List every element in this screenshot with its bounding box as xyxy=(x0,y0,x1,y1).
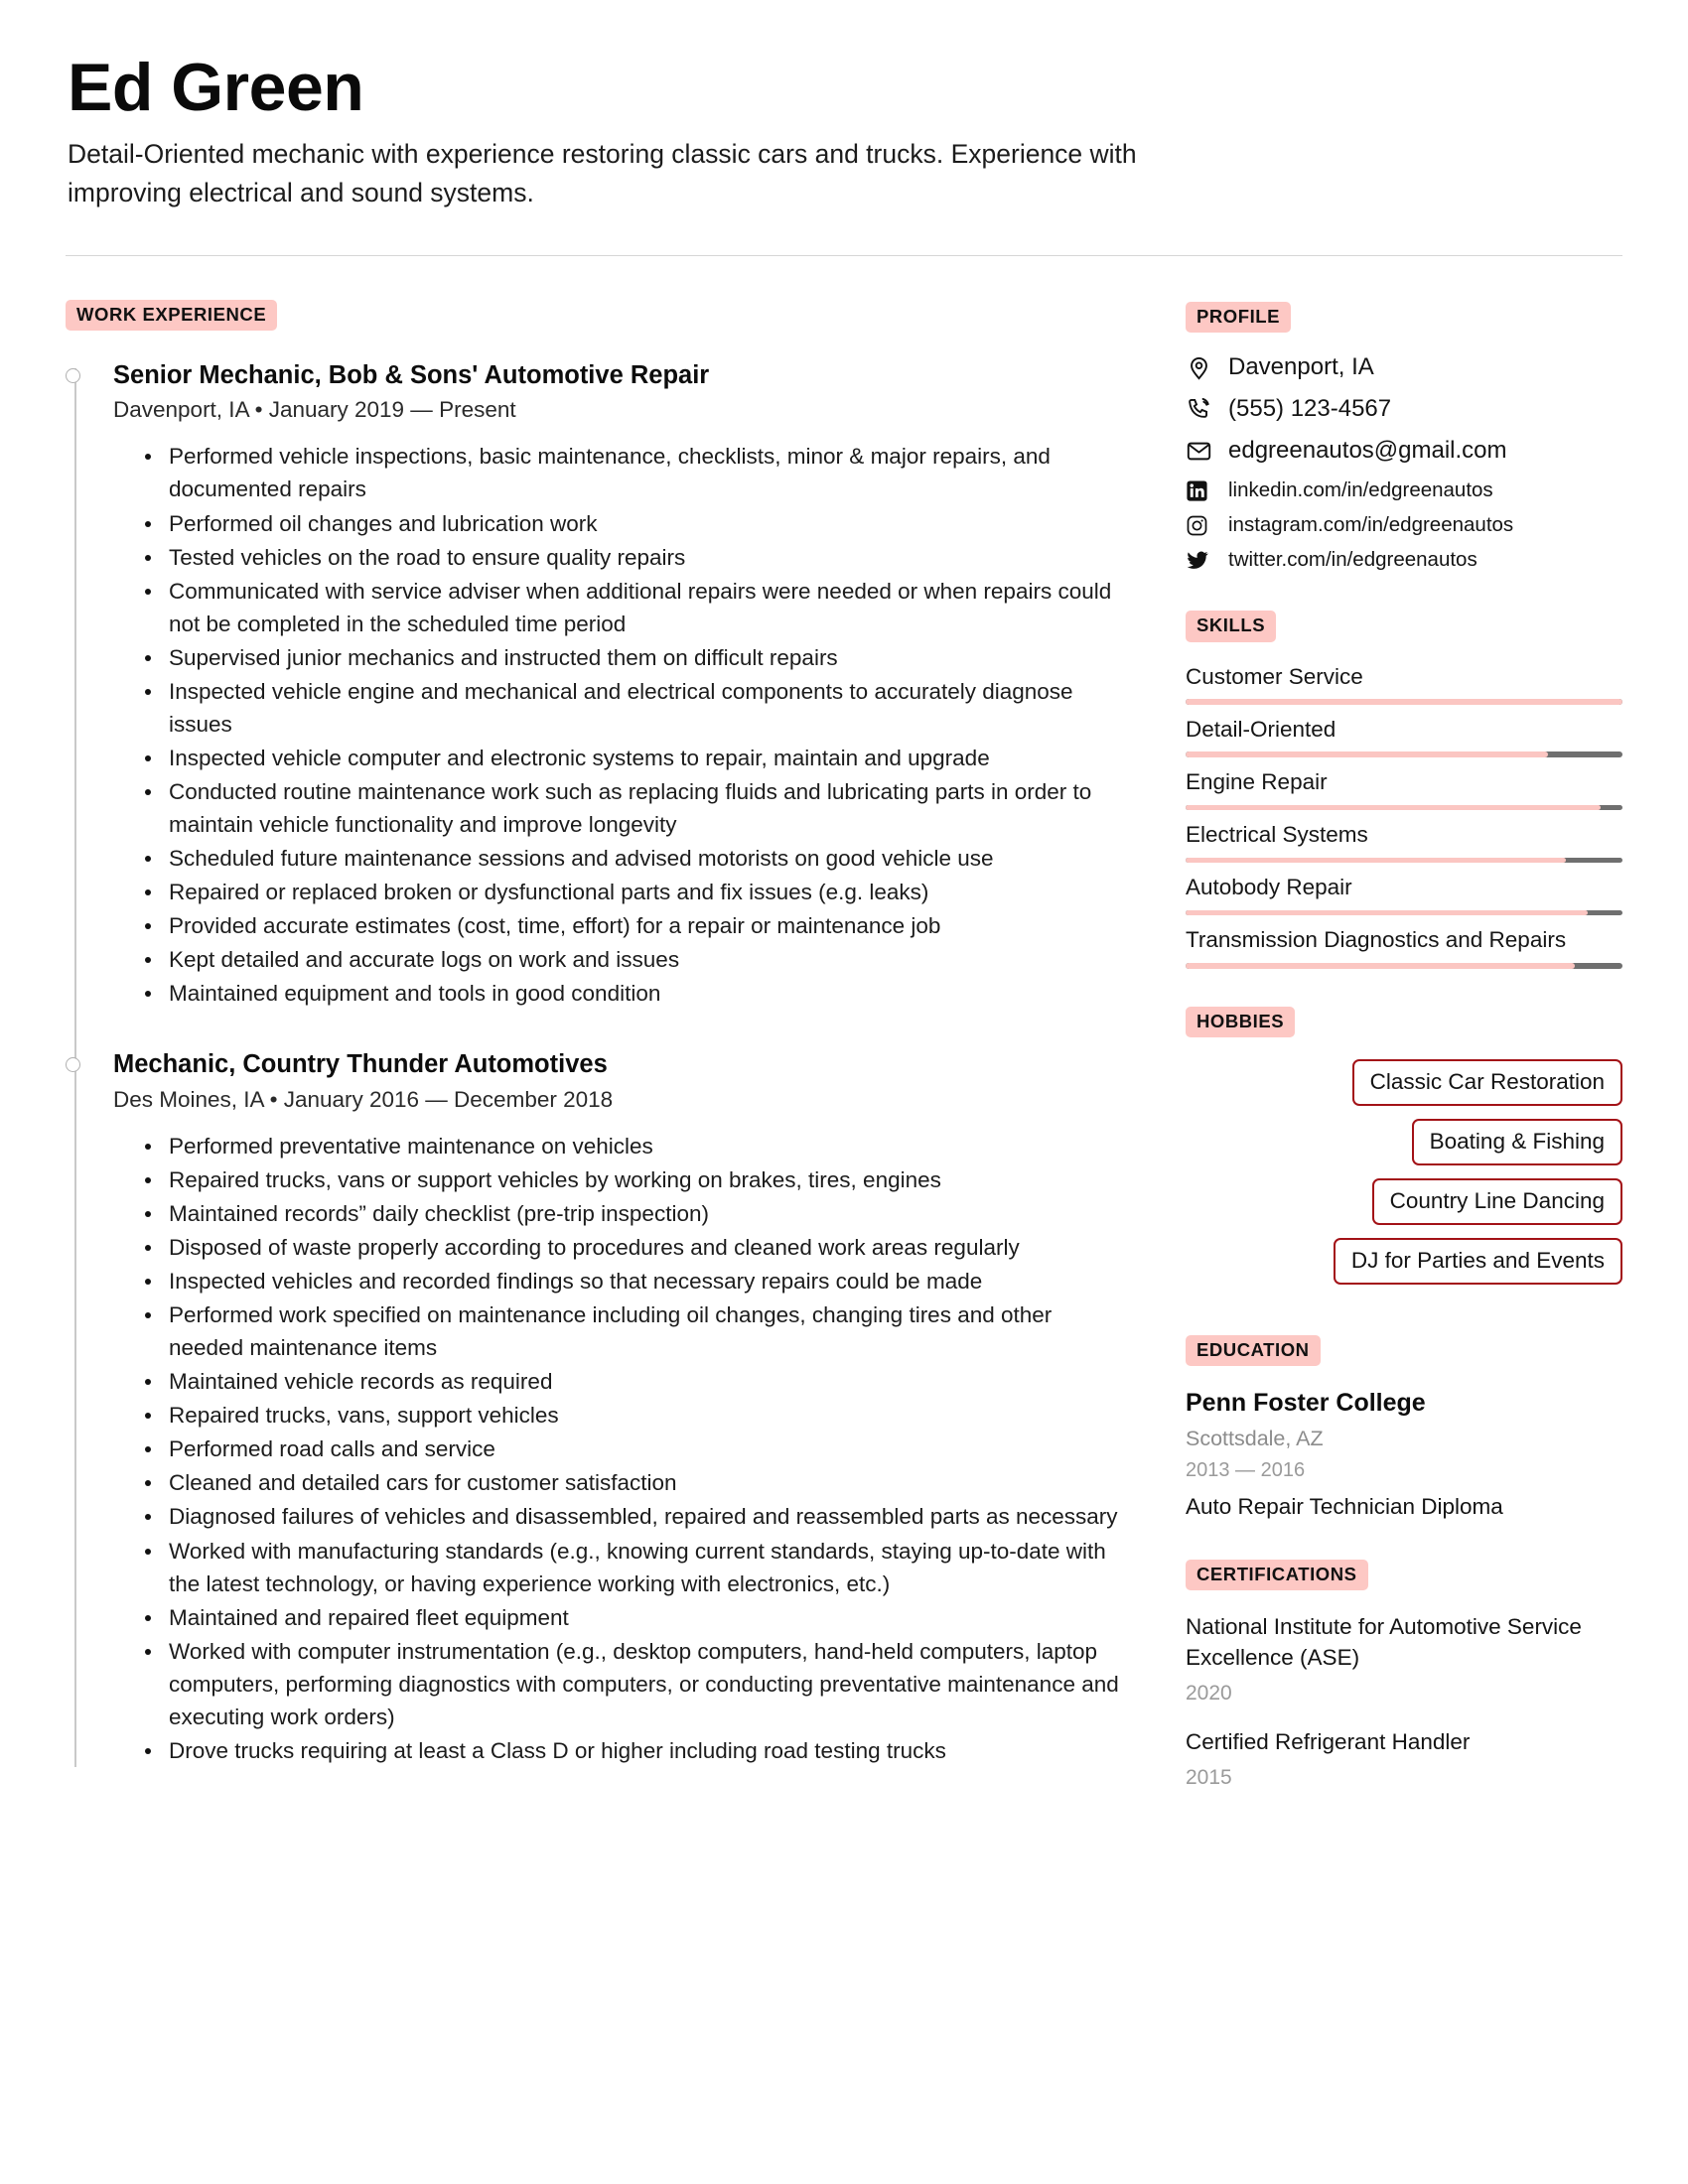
linkedin-icon xyxy=(1186,479,1215,502)
instagram-icon xyxy=(1186,514,1215,537)
hobby-row xyxy=(1186,1238,1622,1297)
sidebar-column xyxy=(1186,300,1622,1790)
skill-item xyxy=(1186,767,1622,810)
certification-name: Certified Refrigerant Handler xyxy=(1186,1728,1471,1754)
job-bullet: Performed oil changes and lubrication work xyxy=(145,507,1128,540)
job-bullet: Tested vehicles on the road to ensure quality repairs xyxy=(145,541,1128,574)
page-title: Ed Green xyxy=(68,50,364,125)
contact-value: linkedin.com/in/edgreenautos xyxy=(1228,478,1493,501)
certification-year: 2015 xyxy=(1186,1765,1232,1789)
section-header-certifications: CERTIFICATIONS xyxy=(1186,1560,1368,1591)
content-columns xyxy=(66,300,1622,1790)
skill-level-fill xyxy=(1186,963,1575,969)
job-bullet-list xyxy=(113,440,1128,1010)
contact-value: (555) 123-4567 xyxy=(1228,394,1392,422)
contact-value: Davenport, IA xyxy=(1228,352,1374,380)
job-title: Senior Mechanic, Bob & Sons' Automotive Repair xyxy=(113,361,710,390)
skill-item xyxy=(1186,715,1622,757)
hobby-row xyxy=(1186,1119,1622,1178)
main-column xyxy=(66,300,1128,1768)
skill-level-bar xyxy=(1186,805,1622,811)
skill-level-bar xyxy=(1186,963,1622,969)
job-bullet: Provided accurate estimates (cost, time, effort) for a repair or maintenance job xyxy=(145,909,1128,942)
skill-level-fill xyxy=(1186,805,1601,811)
contact-value: twitter.com/in/edgreenautos xyxy=(1228,547,1477,571)
job-bullet: Maintained records” daily checklist (pre-trip inspection) xyxy=(145,1197,1128,1230)
skill-item xyxy=(1186,662,1622,705)
skill-level-fill xyxy=(1186,751,1548,757)
contact-row[interactable] xyxy=(1186,436,1622,466)
location-pin-icon xyxy=(1186,354,1215,381)
contact-row[interactable] xyxy=(1186,352,1622,382)
education-school: Penn Foster College xyxy=(1186,1389,1426,1418)
skill-label: Detail-Oriented xyxy=(1186,716,1336,742)
job-bullet: Repaired trucks, vans, support vehicles xyxy=(145,1399,1128,1432)
job-bullet: Diagnosed failures of vehicles and disassembled, repaired and reassembled parts as necessary xyxy=(145,1500,1128,1533)
hobbies-list xyxy=(1186,1059,1622,1297)
skill-label: Customer Service xyxy=(1186,663,1363,689)
job-bullet: Inspected vehicle engine and mechanical and electrical components to accurately diagnose issues xyxy=(145,675,1128,741)
skill-level-fill xyxy=(1186,699,1622,705)
contact-row[interactable] xyxy=(1186,478,1622,503)
skill-label: Electrical Systems xyxy=(1186,822,1368,848)
work-experience-timeline xyxy=(66,360,1128,1767)
contact-list xyxy=(1186,352,1622,573)
job-bullet: Performed vehicle inspections, basic maintenance, checklists, minor & major repairs, and documented repairs xyxy=(145,440,1128,505)
job-title: Mechanic, Country Thunder Automotives xyxy=(113,1050,608,1079)
job-bullet: Conducted routine maintenance work such as replacing fluids and lubricating parts in order to maintain vehicle functionality and improve longevity xyxy=(145,775,1128,841)
profile-summary: Detail-Oriented mechanic with experience restoring classic cars and trucks. Experience with improving electrical and sound systems. xyxy=(68,139,1137,208)
twitter-icon xyxy=(1186,548,1215,572)
skill-item xyxy=(1186,925,1622,968)
contact-value: instagram.com/in/edgreenautos xyxy=(1228,512,1514,536)
skill-item xyxy=(1186,873,1622,915)
section-header-education: EDUCATION xyxy=(1186,1335,1321,1367)
section-header-hobbies: HOBBIES xyxy=(1186,1007,1295,1038)
skill-level-bar xyxy=(1186,751,1622,757)
job-bullet: Cleaned and detailed cars for customer satisfaction xyxy=(145,1466,1128,1499)
skill-level-fill xyxy=(1186,910,1588,916)
job-bullet: Kept detailed and accurate logs on work and issues xyxy=(145,943,1128,976)
hobbies-section xyxy=(1186,1007,1622,1297)
work-experience-entry xyxy=(113,1049,1128,1767)
certifications-list xyxy=(1186,1612,1622,1790)
hobby-tag: DJ for Parties and Events xyxy=(1334,1238,1622,1285)
skill-level-fill xyxy=(1186,858,1566,864)
job-bullet: Worked with manufacturing standards (e.g., knowing current standards, staying up-to-date with the latest technology, or having experience working with electronics, etc.) xyxy=(145,1535,1128,1600)
skill-label: Autobody Repair xyxy=(1186,875,1352,900)
envelope-icon xyxy=(1186,438,1215,465)
certification-item xyxy=(1186,1612,1622,1706)
section-header-profile: PROFILE xyxy=(1186,302,1291,334)
profile-section xyxy=(1186,302,1622,574)
hobby-tag: Classic Car Restoration xyxy=(1352,1059,1622,1106)
contact-value: edgreenautos@gmail.com xyxy=(1228,436,1507,464)
section-header-work-experience: WORK EXPERIENCE xyxy=(66,300,277,332)
skills-list xyxy=(1186,662,1622,969)
hobby-row xyxy=(1186,1178,1622,1238)
job-bullet: Maintained and repaired fleet equipment xyxy=(145,1601,1128,1634)
hobby-row xyxy=(1186,1059,1622,1119)
job-bullet-list xyxy=(113,1130,1128,1767)
timeline-dot-icon xyxy=(66,368,80,383)
education-years: 2013 — 2016 xyxy=(1186,1459,1306,1482)
job-bullet: Scheduled future maintenance sessions and advised motorists on good vehicle use xyxy=(145,842,1128,875)
skill-item xyxy=(1186,820,1622,863)
education-location: Scottsdale, AZ xyxy=(1186,1427,1324,1451)
contact-row[interactable] xyxy=(1186,547,1622,573)
certification-name: National Institute for Automotive Service Excellence (ASE) xyxy=(1186,1614,1582,1670)
skill-label: Transmission Diagnostics and Repairs xyxy=(1186,927,1567,953)
section-header-skills: SKILLS xyxy=(1186,611,1276,642)
skills-section xyxy=(1186,611,1622,969)
job-bullet: Supervised junior mechanics and instructed them on difficult repairs xyxy=(145,641,1128,674)
job-bullet: Maintained equipment and tools in good condition xyxy=(145,977,1128,1010)
phone-icon xyxy=(1186,396,1215,423)
education-degree: Auto Repair Technician Diploma xyxy=(1186,1494,1503,1520)
job-bullet: Repaired or replaced broken or dysfunctional parts and fix issues (e.g. leaks) xyxy=(145,876,1128,908)
job-bullet: Communicated with service adviser when additional repairs were needed or when repairs could not be completed in the scheduled time period xyxy=(145,575,1128,640)
hobby-tag: Country Line Dancing xyxy=(1372,1178,1622,1225)
contact-row[interactable] xyxy=(1186,394,1622,424)
contact-row[interactable] xyxy=(1186,512,1622,538)
job-meta: Des Moines, IA • January 2016 — December 2018 xyxy=(113,1086,614,1112)
job-bullet: Performed road calls and service xyxy=(145,1433,1128,1465)
job-bullet: Repaired trucks, vans or support vehicles by working on brakes, tires, engines xyxy=(145,1163,1128,1196)
job-bullet: Inspected vehicle computer and electronic systems to repair, maintain and upgrade xyxy=(145,742,1128,774)
certification-item xyxy=(1186,1727,1622,1790)
job-bullet: Performed work specified on maintenance including oil changes, changing tires and other needed maintenance items xyxy=(145,1298,1128,1364)
skill-level-bar xyxy=(1186,858,1622,864)
job-bullet: Disposed of waste properly according to procedures and cleaned work areas regularly xyxy=(145,1231,1128,1264)
skill-label: Engine Repair xyxy=(1186,768,1328,794)
job-bullet: Drove trucks requiring at least a Class D or higher including road testing trucks xyxy=(145,1734,1128,1767)
header-divider xyxy=(66,255,1622,256)
skill-level-bar xyxy=(1186,699,1622,705)
job-bullet: Performed preventative maintenance on vehicles xyxy=(145,1130,1128,1162)
hobby-tag: Boating & Fishing xyxy=(1412,1119,1622,1165)
timeline-dot-icon xyxy=(66,1057,80,1072)
job-meta: Davenport, IA • January 2019 — Present xyxy=(113,397,516,423)
job-bullet: Worked with computer instrumentation (e.g., desktop computers, hand-held computers, laptop computers, performing diagnostics with computers, or conducting preventative maintenance and executing work orders) xyxy=(145,1635,1128,1733)
skill-level-bar xyxy=(1186,910,1622,916)
education-section xyxy=(1186,1335,1622,1522)
certifications-section xyxy=(1186,1560,1622,1790)
certification-year: 2020 xyxy=(1186,1681,1232,1705)
job-bullet: Inspected vehicles and recorded findings so that necessary repairs could be made xyxy=(145,1265,1128,1297)
job-bullet: Maintained vehicle records as required xyxy=(145,1365,1128,1398)
resume-header xyxy=(66,52,1622,213)
work-experience-entry xyxy=(113,360,1128,1010)
